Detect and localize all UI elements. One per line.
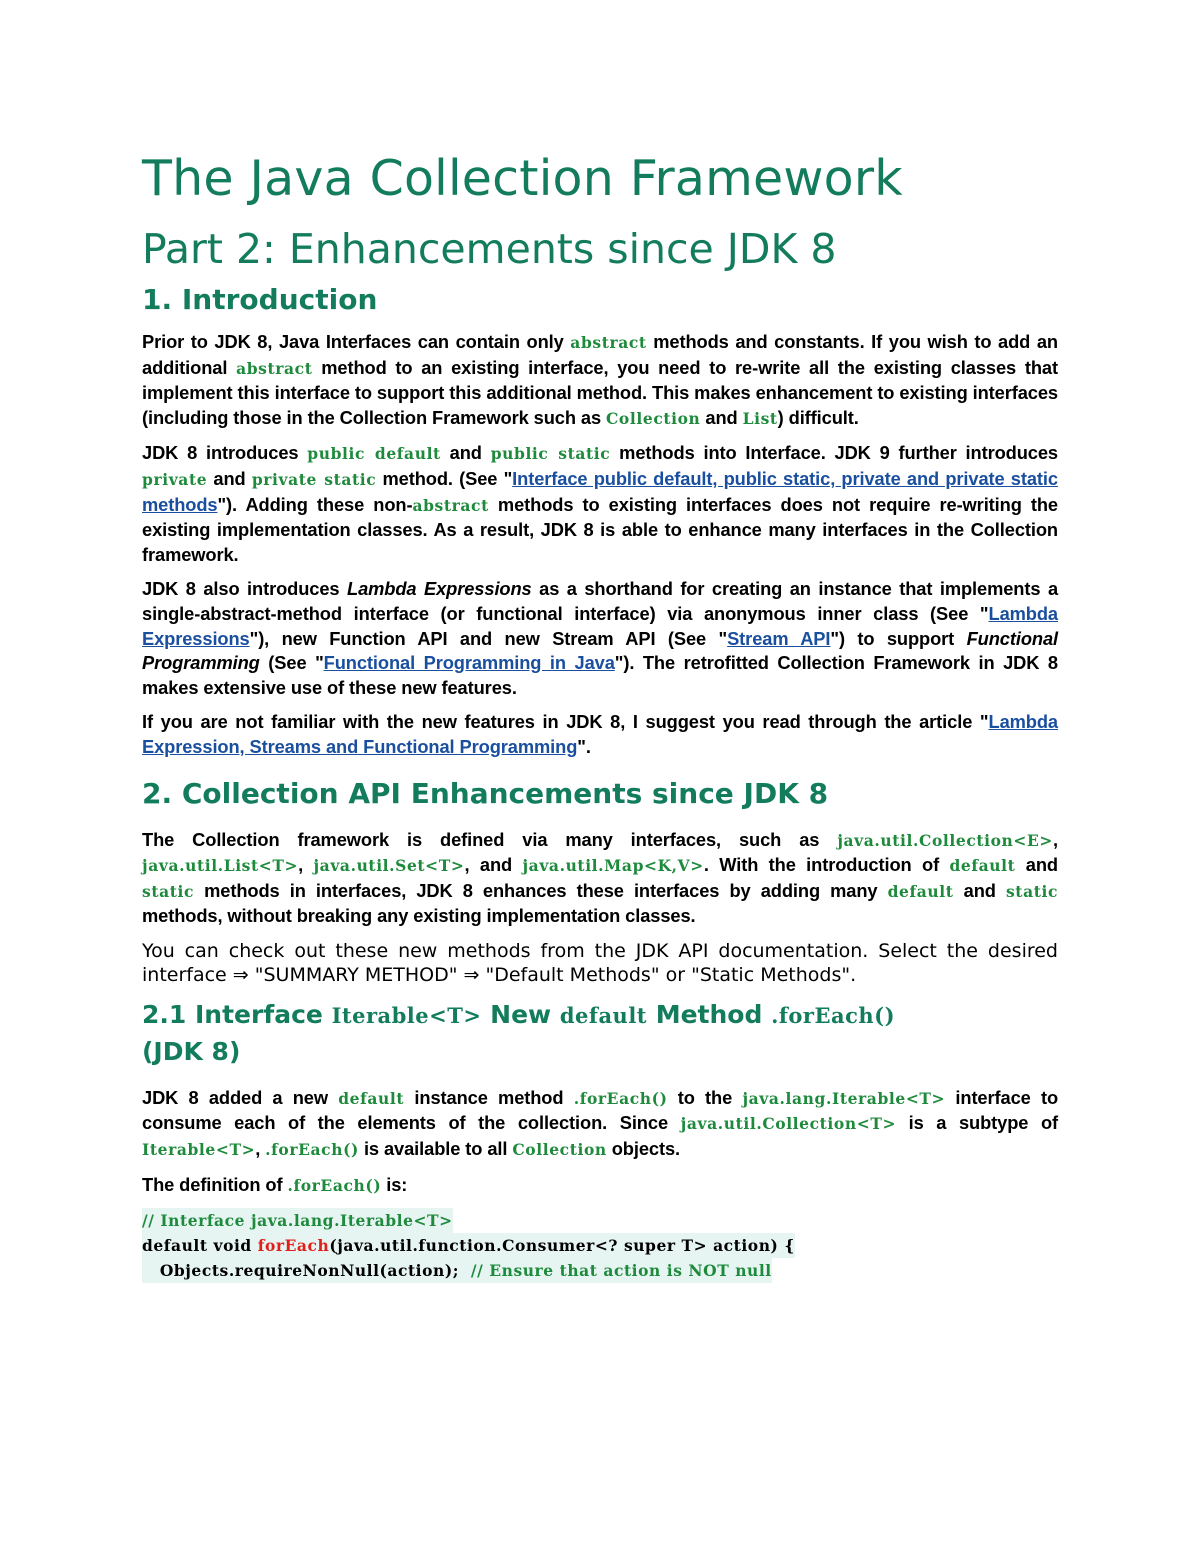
link-lambda-streams-article[interactable]: Lambda Expression, Streams and Functional Programming — [142, 711, 1058, 757]
paragraph-intro-3: JDK 8 also introduces Lambda Expressions as a shorthand for creating an instance that implements a single-abstract-method interface (or functional interface) via anonymous inner class (See "Lambda Expressions"), new Function API and new Stream API (See "Stream API") to support Functional Programming (See "Functional Programming in Java"). The retrofitted Collection Framework in JDK 8 makes extensive use of these new features. — [142, 578, 1059, 698]
section-2-heading: 2. Collection API Enhancements since JDK 8 — [142, 776, 829, 810]
paragraph-foreach: JDK 8 added a new default instance method .forEach() to the java.lang.Iterable<T> interface to consume each of the elements of the collection. Since java.util.Collection<T> is a subtype of Iterable<T>, .forEach() is available to all Collection objects. — [142, 1086, 1059, 1160]
code-line-2: default void forEach(java.util.function.Consumer<? super T> action) { — [142, 1233, 795, 1258]
code-line-1: // Interface java.lang.Iterable<T> — [142, 1208, 453, 1233]
page-title: The Java Collection Framework — [142, 150, 903, 207]
link-functional-programming[interactable]: Functional Programming in Java — [323, 652, 615, 674]
code-line-3: Objects.requireNonNull(action); // Ensure that action is NOT null — [142, 1258, 772, 1283]
paragraph-intro-4: If you are not familiar with the new features in JDK 8, I suggest you read through the article "Lambda Expression, Streams and Functional Programming". — [142, 711, 1058, 757]
paragraph-api-docs: You can check out these new methods from the JDK API documentation. Select the desired interface ⇒ "SUMMARY METHOD" ⇒ "Default Methods" or "Static Methods". — [142, 939, 1058, 986]
paragraph-intro-1: Prior to JDK 8, Java Interfaces can contain only abstract methods and constants. If you wish to add an additional abstract method to an existing interface, you need to re-write all the existing classes that implement this interface to support this additional method. This makes enhancement to existing interfaces (including those in the Collection Framework such as Collection and List) difficult. — [142, 331, 1058, 428]
section-2-1-heading: 2.1 Interface Iterable<T> New default Method .forEach() (JDK 8) — [142, 999, 896, 1066]
link-lambda-expressions[interactable]: Lambda Expressions — [142, 602, 1058, 649]
page-subtitle: Part 2: Enhancements since JDK 8 — [142, 225, 837, 273]
section-1-heading: 1. Introduction — [142, 283, 378, 316]
code-block-foreach — [142, 1208, 1058, 1283]
paragraph-definition-intro: The definition of .forEach() is: — [142, 1173, 408, 1195]
link-interface-methods[interactable]: Interface public default, public static, private and private static methods — [142, 467, 1058, 515]
document-page — [142, 150, 1058, 1283]
link-stream-api[interactable]: Stream API — [727, 627, 831, 649]
paragraph-intro-2: JDK 8 introduces public default and public static methods into Interface. JDK 9 further introduces private and private static method. (See "Interface public default, public static, private and private static methods"). Adding these non-abstract methods to existing interfaces does not require re-writing the existing implementation classes. As a result, JDK 8 is able to enhance many interfaces in the Collection framework. — [142, 442, 1058, 565]
paragraph-collection-api: The Collection framework is defined via many interfaces, such as java.util.Collection<E>, java.util.List<T>, java.util.Set<T>, and java.util.Map<K,V>. With the introduction of default and static methods in interfaces, JDK 8 enhances these interfaces by adding many default and static methods, without breaking any existing implementation classes. — [142, 828, 1058, 927]
